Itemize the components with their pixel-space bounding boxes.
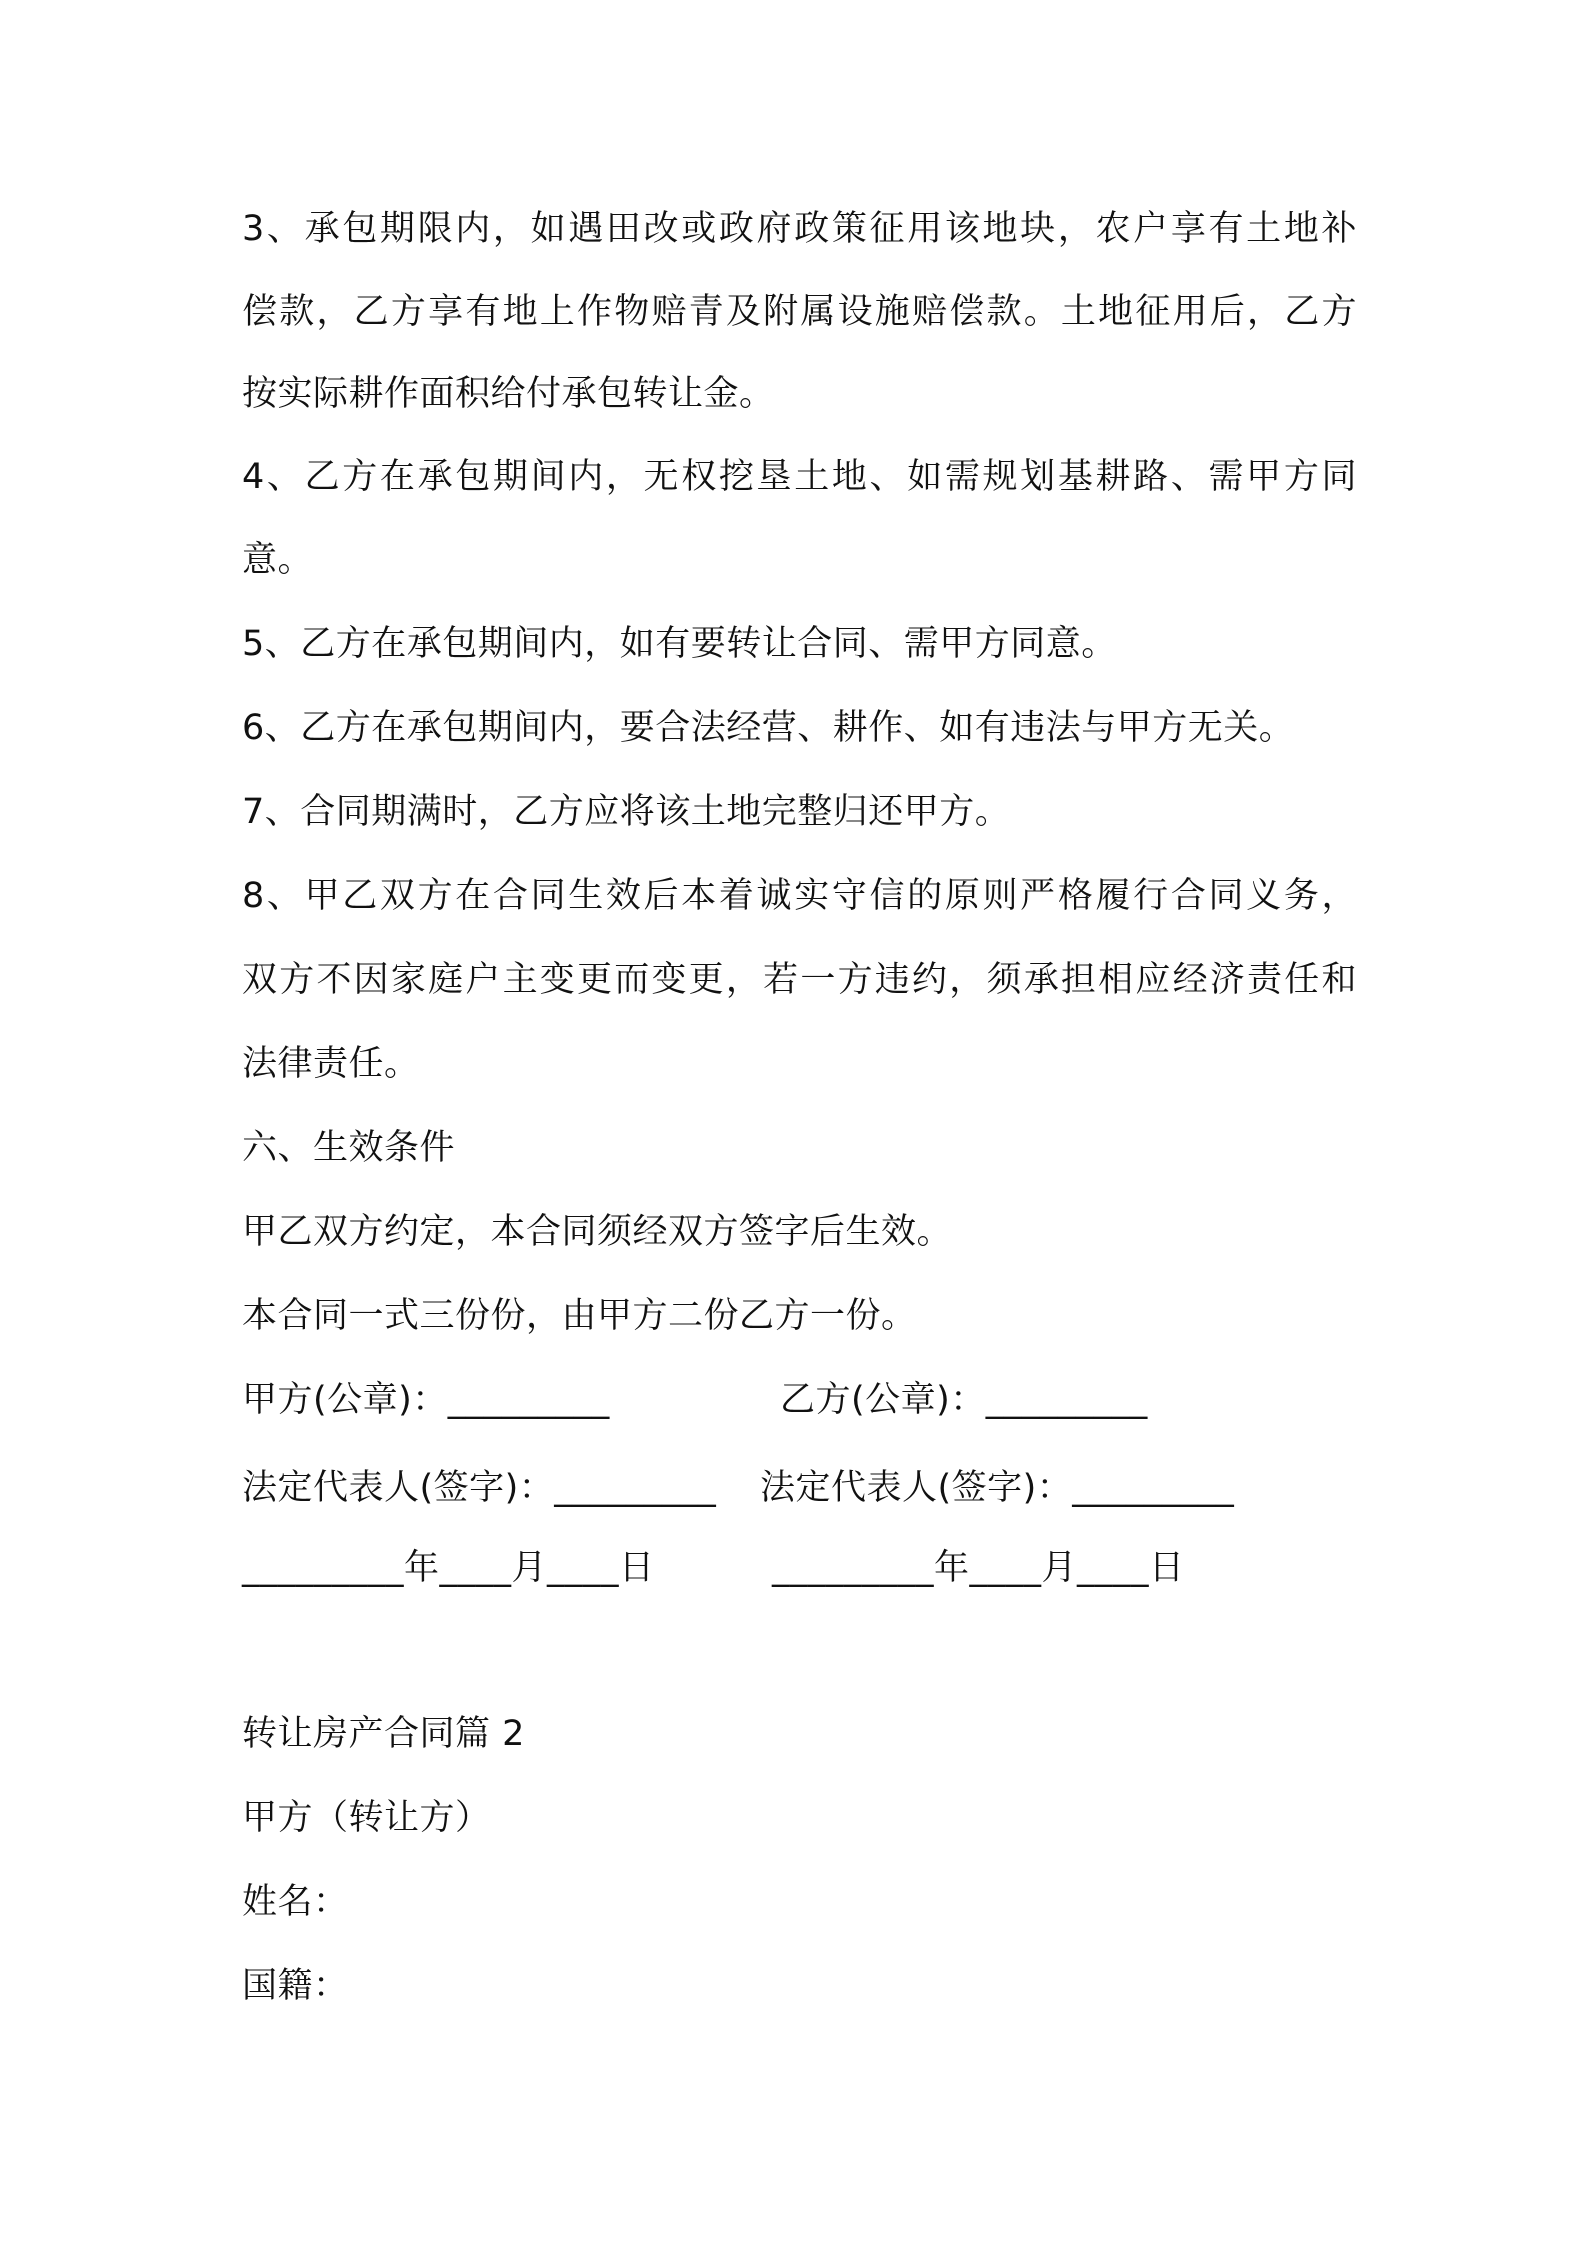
party-a-date-field: _________年____月____日 — [242, 1548, 655, 1588]
clause-8-line-1: 8、甲乙双方在合同生效后本着诚实守信的原则严格履行合同义务， — [242, 876, 1357, 916]
clause-7: 7、合同期满时，乙方应将该土地完整归还甲方。 — [242, 792, 1011, 832]
clause-3-line-1: 3、承包期限内，如遇田改或政府政策征用该地块，农户享有土地补 — [242, 209, 1357, 249]
clause-4-line-1: 4、乙方在承包期间内，无权挖垦土地、如需规划基耕路、需甲方同 — [242, 457, 1357, 497]
clause-3-line-2: 偿款，乙方享有地上作物赔青及附属设施赔偿款。土地征用后，乙方 — [242, 292, 1357, 332]
clause-5: 5、乙方在承包期间内，如有要转让合同、需甲方同意。 — [242, 624, 1117, 664]
party-a-seal-field: 甲方(公章)：_________ — [242, 1380, 610, 1420]
contract-2-name-label: 姓名： — [242, 1882, 349, 1922]
clause-3-line-3: 按实际耕作面积给付承包转让金。 — [242, 374, 775, 414]
party-b-seal-field: 乙方(公章)：_________ — [780, 1380, 1148, 1420]
copies-text: 本合同一式三份份，由甲方二份乙方一份。 — [242, 1296, 917, 1336]
contract-2-nationality-label: 国籍： — [242, 1966, 349, 2006]
party-a-representative-field: 法定代表人(签字)：_________ — [242, 1468, 717, 1508]
clause-8-line-3: 法律责任。 — [242, 1044, 420, 1084]
party-b-date-field: _________年____月____日 — [772, 1548, 1185, 1588]
party-b-representative-field: 法定代表人(签字)：_________ — [760, 1468, 1235, 1508]
clause-6: 6、乙方在承包期间内，要合法经营、耕作、如有违法与甲方无关。 — [242, 708, 1295, 748]
contract-2-party-a: 甲方（转让方） — [242, 1798, 491, 1838]
effect-condition-text: 甲乙双方约定，本合同须经双方签字后生效。 — [242, 1212, 953, 1252]
clause-8-line-2: 双方不因家庭户主变更而变更，若一方违约，须承担相应经济责任和 — [242, 960, 1357, 1000]
section-6-heading: 六、生效条件 — [242, 1128, 456, 1168]
contract-2-title: 转让房产合同篇 2 — [242, 1714, 525, 1754]
clause-4-line-2: 意。 — [242, 540, 314, 580]
